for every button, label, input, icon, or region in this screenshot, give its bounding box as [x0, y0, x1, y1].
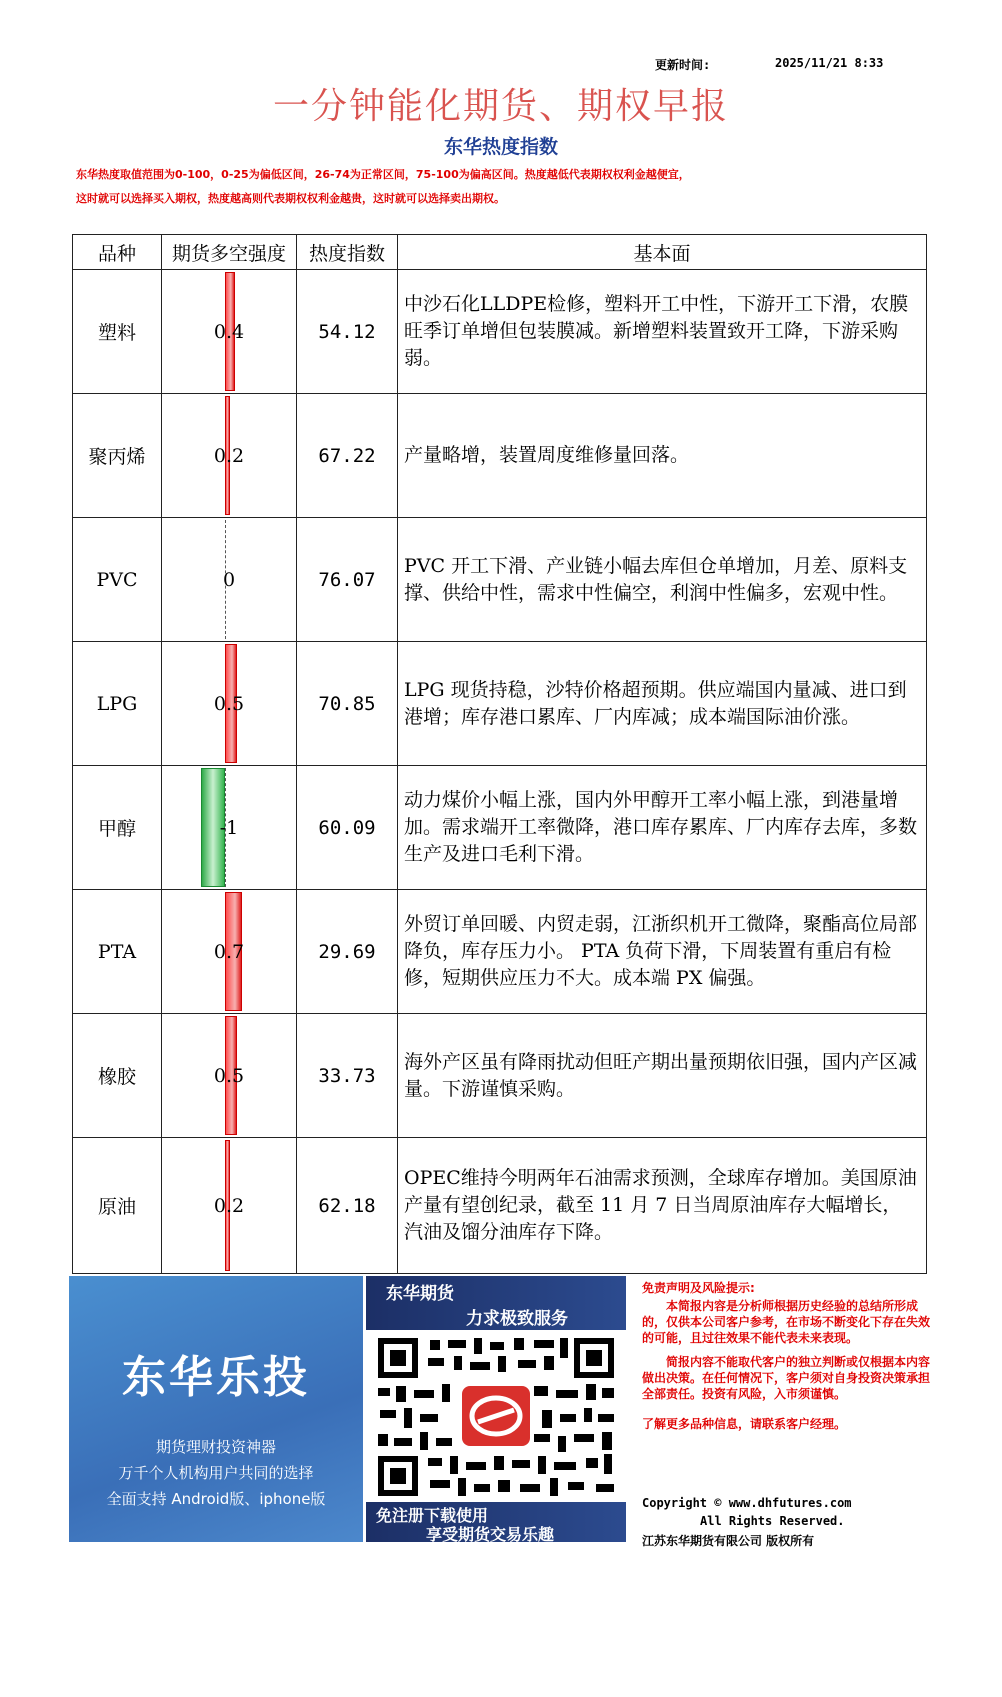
heat-description-line2: 这时就可以选择买入期权，热度越高则代表期权权利金越贵，这时就可以选择卖出期权。 [76, 192, 505, 205]
app-slogan-1: 期货理财投资神器 [155, 1438, 276, 1456]
copyright-line2: All Rights Reserved. [700, 1514, 845, 1528]
fundamentals-text: OPEC维持今明两年石油需求预测，全球库存增加。美国原油产量有望创纪录，截至 11 月 7 日当周原油库存大幅增长，汽油及馏分油库存下降。 [398, 1138, 927, 1274]
heat-index: 67.22 [297, 394, 398, 518]
table-row [73, 766, 927, 890]
table-row [73, 890, 927, 1014]
fundamentals-text: 海外产区虽有降雨扰动但旺产期出量预期依旧强，国内产区减量。下游谨慎采购。 [398, 1014, 927, 1138]
disclaimer-title: 免责声明及风险提示: [642, 1281, 755, 1295]
table-row [73, 1014, 927, 1138]
strength-cell [162, 518, 297, 642]
page-title: 一分钟能化期货、期权早报 [272, 86, 729, 127]
variety-name: LPG [73, 642, 162, 766]
qr-footer-line2: 享受期货交易乐趣 [426, 1525, 555, 1544]
heat-index: 62.18 [297, 1138, 398, 1274]
heat-index: 76.07 [297, 518, 398, 642]
strength-value: 0.2 [213, 444, 245, 467]
variety-name: PVC [73, 518, 162, 642]
fundamentals-text: PVC 开工下滑、产业链小幅去库但仓单增加，月差、原料支撑、供给中性，需求中性偏空，利润中性偏多，宏观中性。 [398, 518, 927, 642]
strength-cell [162, 1014, 297, 1138]
disclaimer-paragraph-2: 简报内容不能取代客户的独立判断或仅根据本内容做出决策。在任何情况下，客户须对自身投资决策承担全部责任。投资有风险，入市须谨慎。 [642, 1355, 931, 1401]
table-row [73, 270, 927, 394]
strength-value: 0.4 [213, 320, 245, 343]
strength-cell [162, 890, 297, 1014]
fundamentals-text: 中沙石化LLDPE检修，塑料开工中性，下游开工下滑，农膜旺季订单增但包装膜减。新增塑料装置致开工降，下游采购弱。 [398, 270, 927, 394]
disclaimer [642, 1280, 932, 1432]
variety-name: PTA [73, 890, 162, 1014]
strength-value: -1 [219, 816, 239, 839]
qr-footer-line1: 免注册下载使用 [376, 1506, 489, 1525]
qr-header [366, 1276, 626, 1330]
app-slogan-3: 全面支持 Android版、iphone版 [106, 1490, 326, 1508]
fundamentals-text: 动力煤价小幅上涨，国内外甲醇开工率小幅上涨，到港量增加。需求端开工率微降，港口库存累库、厂内库存去库，多数生产及进口毛利下滑。 [398, 766, 927, 890]
strength-value: 0.5 [213, 1064, 245, 1087]
table-row [73, 518, 927, 642]
heat-index: 33.73 [297, 1014, 398, 1138]
strength-cell [162, 642, 297, 766]
strength-value: 0 [222, 568, 236, 591]
header-variety: 品种 [73, 235, 162, 270]
strength-cell [162, 270, 297, 394]
table-header-row [73, 235, 927, 270]
header-strength: 期货多空强度 [162, 235, 297, 270]
qr-header-slogan: 力求极致服务 [466, 1309, 568, 1329]
app-slogan-2: 万千个人机构用户共同的选择 [118, 1464, 314, 1482]
qr-panel[interactable] [366, 1276, 626, 1542]
contact-note: 了解更多品种信息，请联系客户经理。 [642, 1417, 847, 1431]
app-banner[interactable] [69, 1276, 363, 1542]
heat-index: 54.12 [297, 270, 398, 394]
fundamentals-text: 外贸订单回暖、内贸走弱，江浙织机开工微降，聚酯高位局部降负，库存压力小。 PTA 负荷下滑，下周装置有重启有检修，短期供应压力不大。成本端 PX 偏强。 [398, 890, 927, 1014]
variety-name: 聚丙烯 [73, 394, 162, 518]
fundamentals-text: 产量略增，装置周度维修量回落。 [398, 394, 927, 518]
copyright-line1: Copyright © www.dhfutures.com [642, 1496, 852, 1510]
strength-cell [162, 766, 297, 890]
variety-name: 原油 [73, 1138, 162, 1274]
futures-table [72, 234, 927, 1274]
table-row [73, 394, 927, 518]
strength-value: 0.7 [213, 940, 245, 963]
copyright-line3: 江苏东华期货有限公司 版权所有 [642, 1534, 815, 1548]
update-label: 更新时间: [655, 58, 711, 72]
heat-description-line1: 东华热度取值范围为0-100，0-25为偏低区间，26-74为正常区间，75-100为偏高区间。热度越低代表期权权利金越便宜， [76, 168, 690, 181]
strength-cell [162, 1138, 297, 1274]
qr-footer [366, 1502, 626, 1542]
app-name: 东华乐投 [122, 1352, 310, 1403]
fundamentals-text: LPG 现货持稳，沙特价格超预期。供应端国内量减、进口到港增；库存港口累库、厂内库减；成本端国际油价涨。 [398, 642, 927, 766]
disclaimer-paragraph-1: 本简报内容是分析师根据历史经验的总结所形成的，仅供本公司客户参考，在市场不断变化下存在失效的可能，且过往效果不能代表未来表现。 [642, 1299, 931, 1345]
heat-index: 70.85 [297, 642, 398, 766]
table-row [73, 1138, 927, 1274]
qr-header-company: 东华期货 [386, 1284, 454, 1304]
strength-value: 0.5 [213, 692, 245, 715]
variety-name: 橡胶 [73, 1014, 162, 1138]
variety-name: 甲醇 [73, 766, 162, 890]
strength-cell [162, 394, 297, 518]
variety-name: 塑料 [73, 270, 162, 394]
page-subtitle: 东华热度指数 [443, 136, 558, 158]
update-time: 2025/11/21 8:33 [775, 56, 884, 70]
heat-index: 60.09 [297, 766, 398, 890]
strength-value: 0.2 [213, 1194, 245, 1217]
header-basis: 基本面 [398, 235, 927, 270]
qr-code-icon[interactable] [374, 1334, 618, 1500]
header-heat: 热度指数 [297, 235, 398, 270]
table-row [73, 642, 927, 766]
heat-index: 29.69 [297, 890, 398, 1014]
